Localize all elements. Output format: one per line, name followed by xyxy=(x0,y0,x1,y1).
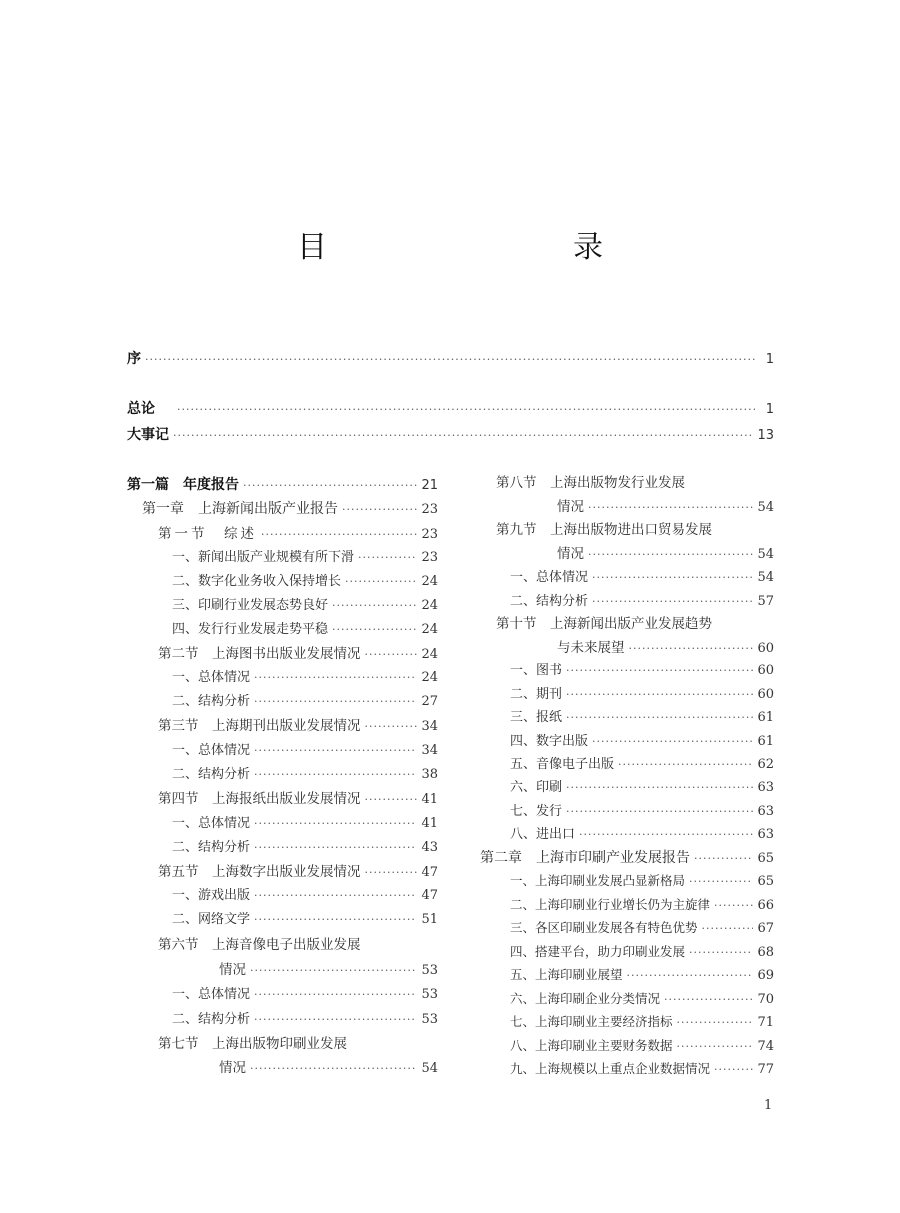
toc-entry-page: 24 xyxy=(421,670,438,685)
toc-entry[interactable] xyxy=(172,886,438,906)
leader-dots xyxy=(714,896,753,916)
toc-entry-label: 一、总体情况 xyxy=(172,987,251,1002)
toc-entry-page: 34 xyxy=(421,743,438,758)
toc-entry-label: 四、搭建平台，助力印刷业发展 xyxy=(510,944,686,959)
leader-dots xyxy=(566,661,753,681)
toc-entry-label: 一、新闻出版产业规模有所下滑 xyxy=(172,550,355,565)
leader-dots xyxy=(702,919,754,939)
toc-entry-page: 21 xyxy=(421,478,438,493)
toc-entry-page: 47 xyxy=(421,888,438,903)
leader-dots xyxy=(618,755,753,775)
toc-entry-page: 13 xyxy=(757,428,774,443)
toc-entry[interactable] xyxy=(172,668,438,688)
toc-entry-label: 一、总体情况 xyxy=(172,816,251,831)
toc-entry-label: 总论 xyxy=(127,401,155,417)
toc-entry-label: 情况 xyxy=(557,546,584,562)
leader-dots xyxy=(566,778,753,798)
toc-entry-page: 60 xyxy=(757,687,774,702)
toc-entry-page: 1 xyxy=(765,352,774,367)
toc-entry[interactable] xyxy=(510,1036,774,1057)
toc-entry-page: 53 xyxy=(421,963,438,978)
leader-dots xyxy=(254,838,417,858)
toc-entry[interactable] xyxy=(510,871,774,892)
leader-dots xyxy=(345,572,417,592)
page-title: 目 录 xyxy=(297,230,665,265)
toc-entry-page: 60 xyxy=(757,663,774,678)
toc-entry[interactable] xyxy=(510,895,774,916)
toc-entry[interactable] xyxy=(510,732,774,752)
toc-entry-page: 54 xyxy=(421,1061,438,1076)
leader-dots xyxy=(243,476,417,496)
leader-dots xyxy=(254,1010,417,1030)
toc-entry-page: 63 xyxy=(757,804,774,819)
leader-dots xyxy=(689,872,753,892)
leader-dots xyxy=(714,1060,753,1080)
leader-dots xyxy=(332,620,417,640)
leader-dots xyxy=(694,849,753,869)
toc-entry[interactable] xyxy=(127,399,774,420)
toc-entry-page: 41 xyxy=(421,816,438,831)
leader-dots xyxy=(173,426,753,446)
toc-entry-label: 二、上海印刷业行业增长仍为主旋律 xyxy=(510,897,711,912)
toc-entry-page: 77 xyxy=(757,1062,774,1077)
toc-entry-label: 第十节 上海新闻出版产业发展趋势 xyxy=(496,616,712,632)
toc-entry-page: 63 xyxy=(757,780,774,795)
leader-dots xyxy=(677,1037,754,1057)
toc-entry-page: 54 xyxy=(757,547,774,562)
toc-entry[interactable] xyxy=(142,499,438,520)
toc-entry-page: 63 xyxy=(757,827,774,842)
toc-entry-label: 一、图书 xyxy=(510,663,563,678)
toc-entry[interactable] xyxy=(172,814,438,834)
leader-dots xyxy=(332,596,417,616)
toc-entry-page: 66 xyxy=(757,898,774,913)
toc-entry[interactable] xyxy=(510,802,774,822)
toc-entry-label: 情况 xyxy=(219,1060,246,1076)
toc-entry-label: 一、上海印刷业发展凸显新格局 xyxy=(510,873,686,888)
toc-entry-label: 第五节 上海数字出版业发展情况 xyxy=(158,864,361,880)
leader-dots xyxy=(566,708,753,728)
toc-entry-continuation[interactable] xyxy=(557,638,774,659)
toc-entry[interactable] xyxy=(510,1012,774,1033)
toc-entry-label: 七、发行 xyxy=(510,804,563,819)
toc-entry-label: 四、数字出版 xyxy=(510,734,589,749)
toc-entry[interactable] xyxy=(172,985,438,1005)
toc-entry-label: 三、报纸 xyxy=(510,710,563,725)
leader-dots xyxy=(592,592,753,612)
leader-dots xyxy=(592,732,753,752)
toc-entry-page: 34 xyxy=(421,719,438,734)
toc-entry[interactable] xyxy=(510,1059,774,1080)
toc-entry-label: 一、总体情况 xyxy=(172,743,251,758)
toc-entry-page: 43 xyxy=(421,840,438,855)
leader-dots xyxy=(365,717,418,737)
toc-entry-page: 24 xyxy=(421,622,438,637)
toc-entry[interactable] xyxy=(158,716,438,737)
toc-entry-page: 67 xyxy=(757,921,774,936)
toc-entry-label: 第一章 上海新闻出版产业报告 xyxy=(142,501,338,517)
toc-entry-page: 38 xyxy=(421,767,438,782)
toc-entry-label: 二、结构分析 xyxy=(172,694,251,709)
leader-dots xyxy=(254,668,417,688)
toc-entry-label: 六、印刷 xyxy=(510,780,563,795)
leader-dots xyxy=(566,802,753,822)
leader-dots xyxy=(592,568,753,588)
toc-entry-page: 69 xyxy=(757,968,774,983)
toc-entry-label: 一、总体情况 xyxy=(172,670,251,685)
toc-entry-label: 三、印刷行业发展态势良好 xyxy=(172,598,329,613)
leader-dots xyxy=(261,525,417,545)
leader-dots xyxy=(566,685,753,705)
toc-entry-page: 61 xyxy=(757,710,774,725)
toc-entry[interactable] xyxy=(496,473,774,494)
leader-dots xyxy=(365,645,418,665)
toc-entry-label: 一、总体情况 xyxy=(510,570,589,585)
toc-entry[interactable] xyxy=(158,1034,438,1055)
toc-entry[interactable] xyxy=(127,475,438,496)
toc-entry[interactable] xyxy=(510,825,774,845)
toc-entry-label: 与未来展望 xyxy=(557,640,625,656)
toc-entry[interactable] xyxy=(510,568,774,588)
toc-entry[interactable] xyxy=(172,1010,438,1030)
toc-entry[interactable] xyxy=(510,592,774,612)
toc-entry-page: 62 xyxy=(757,757,774,772)
toc-entry-label: 序 xyxy=(127,351,141,367)
toc-entry[interactable] xyxy=(172,620,438,640)
toc-entry-page: 57 xyxy=(757,594,774,609)
toc-entry[interactable] xyxy=(172,765,438,785)
toc-entry-page: 23 xyxy=(421,502,438,517)
toc-entry-label: 二、数字化业务收入保持增长 xyxy=(172,574,342,589)
toc-entry-label: 第六节 上海音像电子出版业发展 xyxy=(158,937,361,953)
toc-entry[interactable] xyxy=(510,942,774,963)
leader-dots xyxy=(358,548,417,568)
toc-entry[interactable] xyxy=(510,778,774,798)
toc-entry-page: 71 xyxy=(757,1015,774,1030)
leader-dots xyxy=(588,545,753,565)
toc-entry-page: 27 xyxy=(421,694,438,709)
leader-dots xyxy=(342,500,417,520)
toc-entry-label: 情况 xyxy=(557,499,584,515)
toc-entry-page: 54 xyxy=(757,500,774,515)
leader-dots xyxy=(664,990,753,1010)
toc-entry-continuation[interactable] xyxy=(219,960,438,981)
toc-entry-label: 一、游戏出版 xyxy=(172,888,251,903)
toc-entry-page: 23 xyxy=(421,527,438,542)
toc-entry-label: 八、上海印刷业主要财务数据 xyxy=(510,1038,673,1053)
toc-entry[interactable] xyxy=(510,965,774,986)
toc-entry-label: 第二节 上海图书出版业发展情况 xyxy=(158,646,361,662)
toc-entry-page: 70 xyxy=(757,992,774,1007)
toc-entry[interactable] xyxy=(172,596,438,616)
toc-entry-label: 七、上海印刷业主要经济指标 xyxy=(510,1014,673,1029)
toc-entry[interactable] xyxy=(172,910,438,930)
leader-dots xyxy=(254,692,417,712)
leader-dots xyxy=(254,814,417,834)
leader-dots xyxy=(677,1013,754,1033)
toc-entry-label: 第七节 上海出版物印刷业发展 xyxy=(158,1036,347,1052)
toc-entry-page: 51 xyxy=(421,912,438,927)
toc-entry-label: 二、结构分析 xyxy=(172,1012,251,1027)
toc-entry-label: 二、结构分析 xyxy=(172,840,251,855)
toc-entry-page: 65 xyxy=(757,851,774,866)
toc-entry-label: 大事记 xyxy=(127,427,169,443)
toc-entry-label: 二、结构分析 xyxy=(510,594,589,609)
page-number: 1 xyxy=(764,1098,773,1113)
leader-dots xyxy=(254,910,417,930)
toc-entry-page: 53 xyxy=(421,987,438,1002)
toc-entry-page: 24 xyxy=(421,574,438,589)
toc-entry[interactable] xyxy=(510,918,774,939)
toc-entry-label: 九、上海规模以上重点企业数据情况 xyxy=(510,1061,711,1076)
toc-entry-label: 五、上海印刷业展望 xyxy=(510,967,623,982)
toc-entry-page: 60 xyxy=(757,641,774,656)
toc-entry-label: 四、发行行业发展走势平稳 xyxy=(172,622,329,637)
toc-entry[interactable] xyxy=(158,524,438,545)
toc-entry-continuation[interactable] xyxy=(557,497,774,518)
toc-entry-page: 47 xyxy=(421,865,438,880)
toc-entry[interactable] xyxy=(158,644,438,665)
toc-entry-label: 六、上海印刷企业分类情况 xyxy=(510,991,661,1006)
toc-entry-label: 五、音像电子出版 xyxy=(510,757,615,772)
leader-dots xyxy=(254,765,417,785)
toc-entry-label: 二、网络文学 xyxy=(172,912,251,927)
toc-entry[interactable] xyxy=(510,685,774,705)
leader-dots xyxy=(250,961,417,981)
toc-entry[interactable] xyxy=(510,708,774,728)
leader-dots xyxy=(177,400,756,420)
toc-entry-page: 54 xyxy=(757,570,774,585)
toc-entry[interactable] xyxy=(510,755,774,775)
leader-dots xyxy=(588,498,753,518)
toc-entry-page: 68 xyxy=(757,945,774,960)
toc-entry[interactable] xyxy=(172,692,438,712)
toc-entry-label: 二、期刊 xyxy=(510,687,563,702)
toc-entry-page: 74 xyxy=(757,1039,774,1054)
leader-dots xyxy=(254,741,417,761)
toc-entry-page: 24 xyxy=(421,598,438,613)
toc-entry[interactable] xyxy=(172,838,438,858)
toc-entry-label: 二、结构分析 xyxy=(172,767,251,782)
toc-entry-label: 情况 xyxy=(219,962,246,978)
toc-entry[interactable] xyxy=(510,661,774,681)
toc-entry-label: 第一篇 年度报告 xyxy=(127,477,239,493)
toc-entry[interactable] xyxy=(480,848,774,869)
toc-entry-label: 第一节 综述 xyxy=(158,526,257,542)
toc-entry-label: 第九节 上海出版物进出口贸易发展 xyxy=(496,522,712,538)
toc-entry-continuation[interactable] xyxy=(219,1058,438,1079)
toc-entry[interactable] xyxy=(127,349,774,370)
toc-entry-label: 第八节 上海出版物发行业发展 xyxy=(496,475,685,491)
leader-dots xyxy=(254,886,417,906)
toc-entry-label: 八、进出口 xyxy=(510,827,576,842)
toc-entry-label: 第二章 上海市印刷产业发展报告 xyxy=(480,850,690,866)
leader-dots xyxy=(250,1059,417,1079)
toc-entry-page: 53 xyxy=(421,1012,438,1027)
toc-entry-page: 61 xyxy=(757,734,774,749)
toc-entry[interactable] xyxy=(172,741,438,761)
leader-dots xyxy=(579,825,753,845)
toc-entry-page: 24 xyxy=(421,647,438,662)
leader-dots xyxy=(365,863,418,883)
leader-dots xyxy=(627,966,754,986)
toc-entry[interactable] xyxy=(158,862,438,883)
toc-entry[interactable] xyxy=(496,520,774,541)
toc-entry-page: 23 xyxy=(421,550,438,565)
toc-entry-label: 第四节 上海报纸出版业发展情况 xyxy=(158,791,361,807)
leader-dots xyxy=(145,350,756,370)
toc-entry[interactable] xyxy=(158,935,438,956)
toc-entry-continuation[interactable] xyxy=(557,544,774,565)
toc-entry[interactable] xyxy=(172,548,438,568)
toc-entry[interactable] xyxy=(496,614,774,635)
leader-dots xyxy=(629,639,754,659)
toc-entry[interactable] xyxy=(127,425,774,446)
leader-dots xyxy=(254,985,417,1005)
toc-entry-label: 三、各区印刷业发展各有特色优势 xyxy=(510,920,698,935)
toc-entry[interactable] xyxy=(158,789,438,810)
leader-dots xyxy=(689,943,753,963)
leader-dots xyxy=(365,790,418,810)
toc-entry-page: 1 xyxy=(765,402,774,417)
toc-entry-label: 第三节 上海期刊出版业发展情况 xyxy=(158,718,361,734)
toc-entry-page: 41 xyxy=(421,792,438,807)
toc-entry[interactable] xyxy=(172,572,438,592)
toc-entry-page: 65 xyxy=(757,874,774,889)
toc-entry[interactable] xyxy=(510,989,774,1010)
